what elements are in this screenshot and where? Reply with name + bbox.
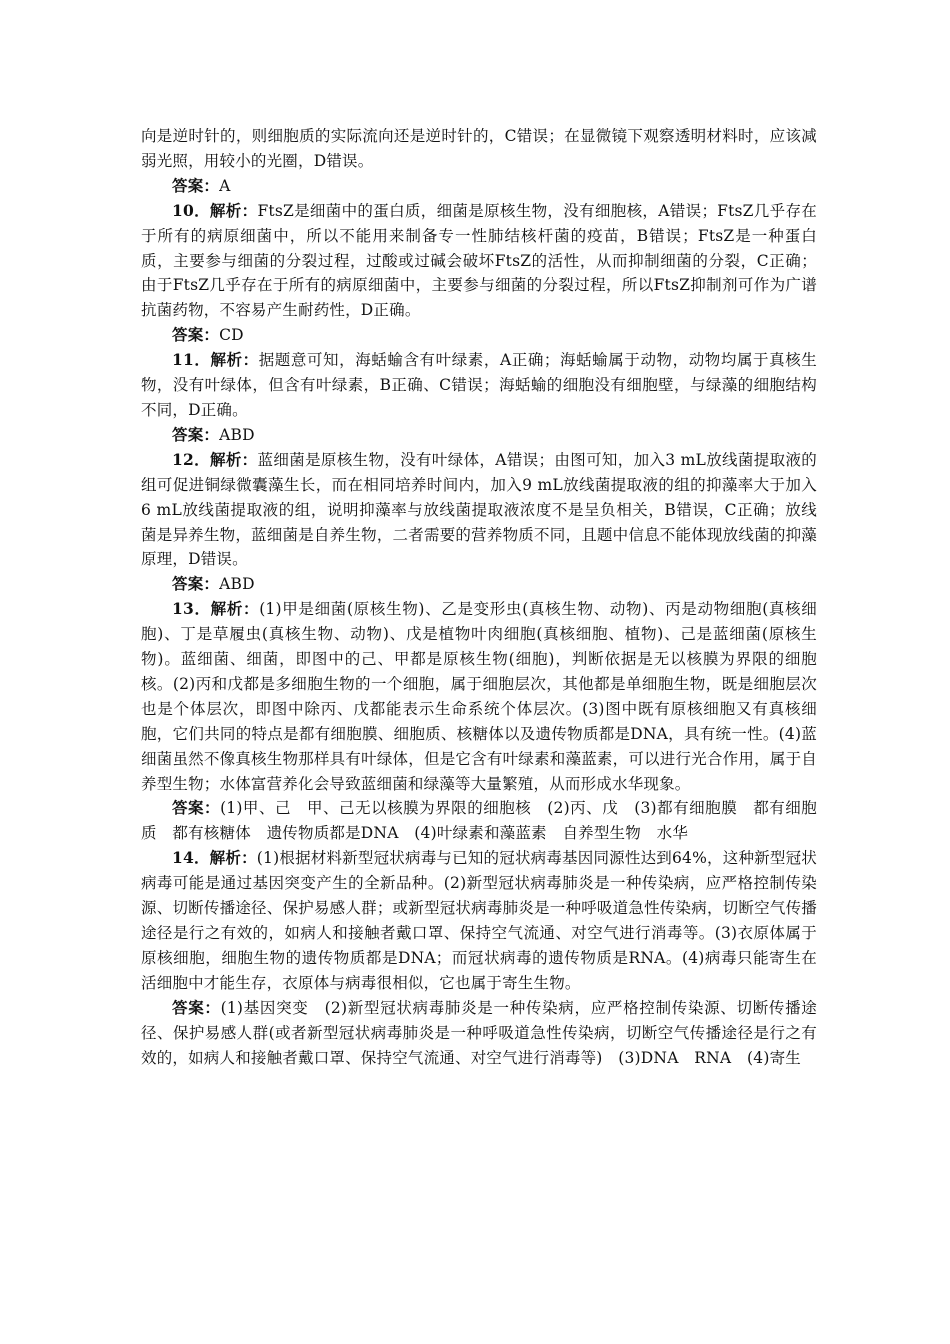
- answer-14: [141, 996, 817, 1071]
- paragraph-continuation: [141, 124, 817, 174]
- answer-12: [141, 572, 817, 597]
- analysis-label: 10．解析：: [172, 200, 258, 220]
- analysis-text: 蓝细菌是原核生物，没有叶绿体，A错误；由图可知，加入3 mL放线菌提取液的组可促进铜绿微囊藻生长，而在相同培养时间内，加入9 mL放线菌提取液的组的抑藻率大于加入6 mL放线菌提取液的组，说明抑藻率与放线菌提取液浓度不是呈负相关，B错误，C正确；放线菌是异养生物，蓝细菌是自养生物，二者需要的营养物质不同，且题中信息不能体现放线菌的抑藻原理，D错误。: [141, 450, 817, 569]
- answer-text: ABD: [219, 425, 255, 444]
- analysis-text: 据题意可知，海蛞蝓含有叶绿素，A正确；海蛞蝓属于动物，动物均属于真核生物，没有叶绿体，但含有叶绿素，B正确、C错误；海蛞蝓的细胞没有细胞壁，与绿藻的细胞结构不同，D正确。: [141, 351, 817, 419]
- analysis-label: 11．解析：: [172, 350, 259, 370]
- analysis-11: [141, 348, 817, 423]
- analysis-10: [141, 199, 817, 324]
- answer-label: 答案：: [172, 574, 220, 594]
- answer-10: [141, 323, 817, 348]
- analysis-label: 13．解析：: [172, 599, 260, 619]
- answer-text: A: [219, 176, 231, 195]
- answer-text: CD: [219, 326, 244, 345]
- analysis-label: 14．解析：: [172, 848, 257, 868]
- analysis-13: [141, 597, 817, 796]
- answer-text: ABD: [219, 575, 255, 594]
- answer-sheet-page: [141, 124, 817, 1070]
- answer-label: 答案：: [172, 798, 221, 818]
- answer-9: [141, 174, 817, 199]
- analysis-text: (1)根据材料新型冠状病毒与已知的冠状病毒基因同源性达到64%，这种新型冠状病毒可能是通过基因突变产生的全新品种。(2)新型冠状病毒肺炎是一种传染病，应严格控制传染源、切断传播途径、保护易感人群；或新型冠状病毒肺炎是一种呼吸道急性传染病，切断空气传播途径是行之有效的，如病人和接触者戴口罩、保持空气流通、对空气进行消毒等。(3)衣原体属于原核细胞，细胞生物的遗传物质都是DNA；而冠状病毒的遗传物质是RNA。(4)病毒只能寄生在活细胞中才能生存，衣原体与病毒很相似，它也属于寄生生物。: [141, 849, 817, 992]
- analysis-text: FtsZ是细菌中的蛋白质，细菌是原核生物，没有细胞核，A错误；FtsZ几乎存在于所有的病原细菌中，所以不能用来制备专一性肺结核杆菌的疫苗，B错误；FtsZ是一种蛋白质，主要参与细菌的分裂过程，过酸或过碱会破坏FtsZ的活性，从而抑制细菌的分裂，C正确；由于FtsZ几乎存在于所有的病原细菌中，主要参与细菌的分裂过程，所以FtsZ抑制剂可作为广谱抗菌药物，不容易产生耐药性，D正确。: [141, 201, 817, 320]
- analysis-label: 12．解析：: [172, 449, 258, 469]
- answer-label: 答案：: [172, 424, 220, 444]
- answer-13: [141, 796, 817, 846]
- answer-text: (1)甲、己 甲、己无以核膜为界限的细胞核 (2)丙、戊 (3)都有细胞膜 都有细胞质 都有核糖体 遗传物质都是DNA (4)叶绿素和藻蓝素 自养型生物 水华: [141, 799, 817, 843]
- analysis-12: [141, 448, 817, 573]
- answer-11: [141, 423, 817, 448]
- answer-text: (1)基因突变 (2)新型冠状病毒肺炎是一种传染病，应严格控制传染源、切断传播途径、保护易感人群(或者新型冠状病毒肺炎是一种呼吸道急性传染病，切断空气传播途径是行之有效的，如病人和接触者戴口罩、保持空气流通、对空气进行消毒等) (3)DNA RNA (4)寄生: [141, 998, 817, 1067]
- analysis-text: (1)甲是细菌(原核生物)、乙是变形虫(真核生物、动物)、丙是动物细胞(真核细胞)、丁是草履虫(真核生物、动物)、戊是植物叶肉细胞(真核细胞、植物)、己是蓝细菌(原核生物)。蓝细菌、细菌，即图中的己、甲都是原核生物(细胞)，判断依据是无以核膜为界限的细胞核。(2)丙和戊都是多细胞生物的一个细胞，属于细胞层次，其他都是单细胞生物，既是细胞层次也是个体层次，即图中除丙、戊都能表示生命系统个体层次。(3)图中既有原核细胞又有真核细胞，它们共同的特点是都有细胞膜、细胞质、核糖体以及遗传物质都是DNA，具有统一性。(4)蓝细菌虽然不像真核生物那样具有叶绿体，但是它含有叶绿素和藻蓝素，可以进行光合作用，属于自养型生物；水体富营养化会导致蓝细菌和绿藻等大量繁殖，从而形成水华现象。: [141, 600, 817, 793]
- answer-label: 答案：: [172, 325, 220, 345]
- answer-label: 答案：: [172, 997, 221, 1017]
- paragraph-text: 向是逆时针的，则细胞质的实际流向还是逆时针的，C错误；在显微镜下观察透明材料时，应该减弱光照，用较小的光圈，D错误。: [141, 127, 817, 170]
- analysis-14: [141, 846, 817, 995]
- answer-label: 答案：: [172, 175, 220, 195]
